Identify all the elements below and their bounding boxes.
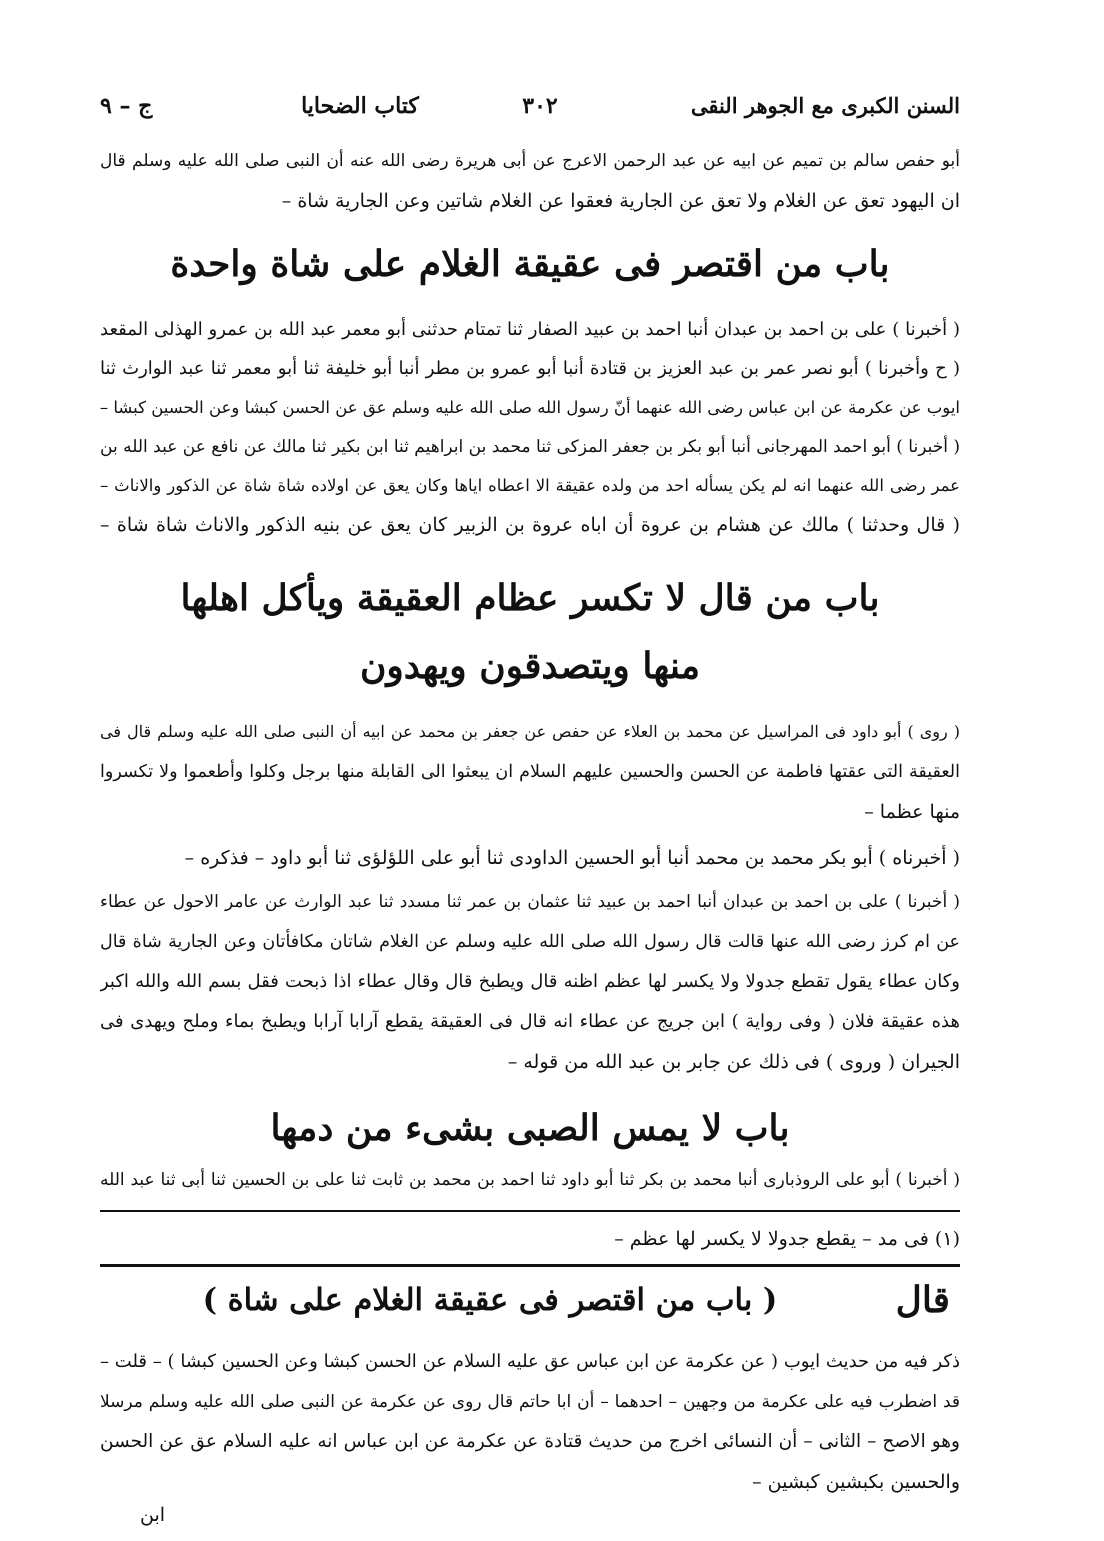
footnote: (١) فى مد – يقطع جدولا لا يكسر لها عظم – — [614, 1228, 960, 1250]
section-heading-continued: منها ويتصدقون ويهدون — [359, 645, 701, 687]
text-line: ( أخبرنا ) على بن احمد بن عبدان أنبا احمد بن عبيد الصفار ثنا تمتام حدثنى أبو معمر عبد الله بن عمرو الهذلى المقعد — [100, 319, 960, 340]
book-title: السنن الكبرى مع الجوهر النقى — [690, 93, 960, 118]
text-line: ( أخبرنا ) على بن احمد بن عبدان أنبا احمد بن عبيد ثنا عثمان بن عمر ثنا مسدد ثنا عبد الوارث عن عامر الاحول عن عطاء — [100, 892, 960, 912]
section-heading: باب من اقتصر فى عقيقة الغلام على شاة واحدة — [170, 243, 890, 285]
text-line: ( روى ) أبو داود فى المراسيل عن محمد بن العلاء عن حفص عن جعفر بن محمد عن ابيه أن النبى صلى الله عليه وسلم قال فى — [100, 722, 960, 741]
text-line: عمر رضى الله عنهما انه لم يكن يسأله احد من ولده عقيقة الا اعطاه اياها وكان يعق عن اولاده شاة شاة عن الذكور والاناث – — [100, 476, 960, 495]
section-heading: باب من قال لا تكسر عظام العقيقة ويأكل اهلها — [180, 577, 880, 619]
text-line: ( أخبرنا ) أبو احمد المهرجانى أنبا أبو بكر بن جعفر المزكى ثنا محمد بن ابراهيم ثنا ابن بكير ثنا مالك عن نافع عن عبد الله بن — [100, 437, 960, 457]
text-line: ان اليهود تعق عن الغلام ولا تعق عن الجارية فعقوا عن الغلام شاتين وعن الجارية شاة – — [281, 190, 960, 212]
text-line: عن ام كرز رضى الله عنها قالت قال رسول الله صلى الله عليه وسلم عن الغلام شاتان مكافأتان وعن الجارية شاة قال — [100, 932, 960, 952]
text-line: قد اضطرب فيه على عكرمة من وجهين – احدهما – أن ابا حاتم قال روى عن عكرمة عن النبى صلى الله عليه وسلم مرسلا — [100, 1392, 960, 1412]
text-line: وهو الاصح – الثانى – أن النسائى اخرج من حديث قتادة عن عكرمة عن ابن عباس انه عليه السلام عق عن الحسن — [100, 1431, 960, 1452]
text-line: العقيقة التى عقتها فاطمة عن الحسن والحسين عليهم السلام ان يبعثوا الى القابلة منها برجل وكلوا وأطعموا ولا تكسروا — [100, 762, 960, 782]
text-line: ( أخبرنا ) أبو على الروذبارى أنبا محمد بن بكر ثنا أبو داود ثنا احمد بن محمد بن ثابت ثنا على بن الحسين ثنا أبى ثنا عبد الله — [100, 1170, 960, 1190]
commentary-label: قال — [895, 1279, 950, 1321]
page-number: ٣٠٢ — [522, 93, 558, 119]
text-line: ( قال وحدثنا ) مالك عن هشام بن عروة أن اباه عروة بن الزبير كان يعق عن بنيه الذكور والاناث شاة شاة – — [100, 514, 960, 536]
section-heading: باب لا يمس الصبى بشىء من دمها — [270, 1107, 790, 1149]
text-line: ايوب عن عكرمة عن ابن عباس رضى الله عنهما أنّ رسول الله صلى الله عليه وسلم عق عن الحسن كبشا وعن الحسين كبشا – — [100, 398, 960, 417]
catchword: ابن — [140, 1504, 166, 1526]
text-line: والحسين بكبشين كبشين – — [752, 1471, 960, 1493]
footnote-rule — [100, 1210, 960, 1212]
chapter-title: كتاب الضحايا — [301, 93, 419, 119]
text-line: الجيران ( وروى ) فى ذلك عن جابر بن عبد الله من قوله – — [507, 1051, 960, 1073]
text-line: وكان عطاء يقول تقطع جدولا ولا يكسر لها عظم اظنه قال ويطبخ قال وقال عطاء اذا ذبحت فقل بسم الله والله اكبر — [100, 971, 960, 992]
text-line: هذه عقيقة فلان ( وفى رواية ) ابن جريج عن عطاء انه قال فى العقيقة يقطع آرابا آرابا ويطبخ بماء وملح ويهدى فى — [100, 1011, 960, 1032]
text-line: منها عظما – — [864, 801, 960, 823]
text-line: ( أخبرناه ) أبو بكر محمد بن محمد أنبا أبو الحسين الداودى ثنا أبو على اللؤلؤى ثنا أبو داود – فذكره – — [184, 847, 960, 869]
commentary-heading: ( باب من اقتصر فى عقيقة الغلام على شاة ) — [202, 1282, 778, 1318]
text-line: ( ح وأخبرنا ) أبو نصر عمر بن عبد العزيز بن قتادة أنبا أبو عمرو بن مطر أنبا أبو خليفة ثنا أبو معمر ثنا عبد الوارث ثنا — [100, 358, 960, 379]
text-line: أبو حفص سالم بن تميم عن ابيه عن عبد الرحمن الاعرج عن أبى هريرة رضى الله عنه أن النبى صلى الله عليه وسلم قال — [100, 151, 960, 171]
volume-label: ج – ٩ — [100, 93, 153, 119]
commentary-rule — [100, 1264, 960, 1267]
text-line: ذكر فيه من حديث ايوب ( عن عكرمة عن ابن عباس عق عليه السلام عن الحسن كبشا وعن الحسين كبشا ) – قلت – — [100, 1351, 960, 1372]
